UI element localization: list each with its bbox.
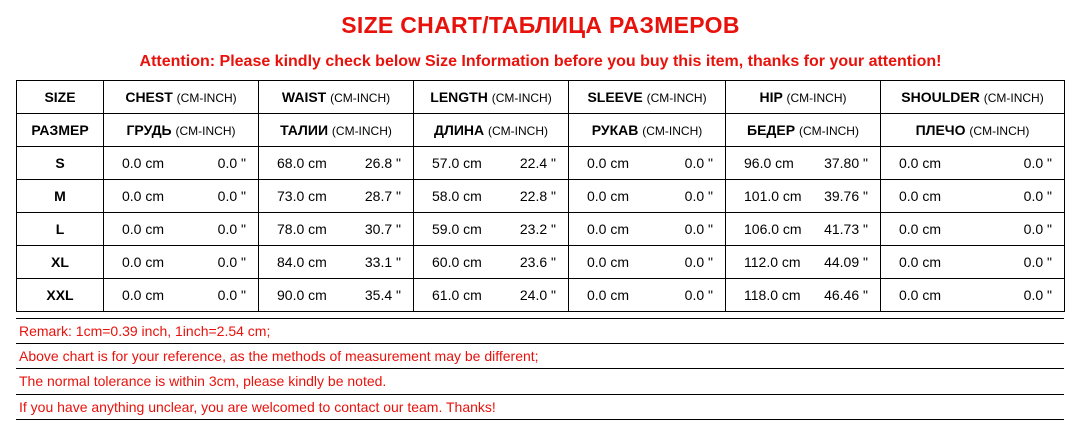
- header-cell: [259, 81, 414, 114]
- header-label: ПЛЕЧО: [915, 122, 966, 138]
- inch-value: 39.76 ": [824, 188, 868, 204]
- measurement-cell: [104, 246, 259, 279]
- header-unit: (CM-INCH): [969, 124, 1030, 138]
- header-unit: (CM-INCH): [176, 91, 237, 105]
- table-row: [17, 180, 1065, 213]
- measurement-cell: [569, 279, 726, 312]
- cm-value: 60.0 cm: [432, 254, 482, 270]
- size-cell: XXL: [17, 279, 104, 312]
- cm-value: 0.0 cm: [899, 221, 942, 237]
- note-line: Remark: 1cm=0.39 inch, 1inch=2.54 cm;: [16, 318, 1064, 344]
- header-cell: [569, 81, 726, 114]
- measurement-cell: [881, 180, 1065, 213]
- measurement-cell: [726, 147, 881, 180]
- header-cell: [17, 114, 104, 147]
- header-cell: [726, 81, 881, 114]
- measurement-cell: [726, 279, 881, 312]
- inch-value: 23.2 ": [519, 221, 556, 237]
- measurement-cell: [104, 213, 259, 246]
- cm-value: 84.0 cm: [277, 254, 327, 270]
- measurement-cell: [881, 246, 1065, 279]
- cm-value: 90.0 cm: [277, 287, 327, 303]
- inch-value: 0.0 ": [217, 188, 246, 204]
- header-label: РАЗМЕР: [31, 122, 89, 138]
- inch-value: 0.0 ": [684, 188, 713, 204]
- measurement-cell: [259, 246, 414, 279]
- header-cell: [104, 81, 259, 114]
- table-row: [17, 213, 1065, 246]
- cm-value: 0.0 cm: [122, 221, 165, 237]
- measurement-cell: [259, 213, 414, 246]
- header-cell: [104, 114, 259, 147]
- header-cell: [726, 114, 881, 147]
- measurement-cell: [259, 147, 414, 180]
- measurement-cell: [414, 213, 569, 246]
- inch-value: 22.4 ": [519, 155, 556, 171]
- header-label: LENGTH: [430, 89, 488, 105]
- note-line: If you have anything unclear, you are welcomed to contact our team. Thanks!: [16, 395, 1064, 421]
- header-unit: (CM-INCH): [330, 91, 391, 105]
- size-table: [16, 80, 1065, 312]
- measurement-cell: [726, 180, 881, 213]
- cm-value: 96.0 cm: [744, 155, 794, 171]
- header-label: WAIST: [281, 89, 327, 105]
- inch-value: 0.0 ": [217, 155, 246, 171]
- header-label: ТАЛИИ: [280, 122, 329, 138]
- header-unit: (CM-INCH): [488, 124, 548, 138]
- inch-value: 35.4 ": [364, 287, 401, 303]
- inch-value: 44.09 ": [824, 254, 868, 270]
- size-cell: M: [17, 180, 104, 213]
- measurement-cell: [881, 147, 1065, 180]
- measurement-cell: [259, 180, 414, 213]
- inch-value: 23.6 ": [519, 254, 556, 270]
- measurement-cell: [414, 246, 569, 279]
- cm-value: 0.0 cm: [899, 287, 942, 303]
- measurement-cell: [259, 279, 414, 312]
- cm-value: 0.0 cm: [587, 188, 630, 204]
- inch-value: 33.1 ": [364, 254, 401, 270]
- cm-value: 0.0 cm: [122, 155, 165, 171]
- inch-value: 0.0 ": [1023, 155, 1052, 171]
- header-unit: (CM-INCH): [646, 91, 707, 105]
- cm-value: 0.0 cm: [899, 188, 942, 204]
- measurement-cell: [414, 147, 569, 180]
- inch-value: 0.0 ": [1023, 287, 1052, 303]
- cm-value: 118.0 cm: [744, 287, 801, 303]
- measurement-cell: [414, 180, 569, 213]
- cm-value: 0.0 cm: [587, 221, 630, 237]
- cm-value: 73.0 cm: [277, 188, 327, 204]
- header-label: РУКАВ: [591, 122, 639, 138]
- cm-value: 78.0 cm: [277, 221, 327, 237]
- inch-value: 0.0 ": [1023, 254, 1052, 270]
- header-unit: (CM-INCH): [798, 124, 859, 138]
- cm-value: 0.0 cm: [587, 287, 630, 303]
- header-cell: [569, 114, 726, 147]
- size-cell: L: [17, 213, 104, 246]
- cm-value: 0.0 cm: [587, 155, 630, 171]
- cm-value: 112.0 cm: [744, 254, 801, 270]
- header-unit: (CM-INCH): [175, 124, 236, 138]
- notes-section: [16, 318, 1064, 420]
- inch-value: 0.0 ": [684, 287, 713, 303]
- inch-value: 0.0 ": [217, 254, 246, 270]
- header-unit: (CM-INCH): [642, 124, 703, 138]
- inch-value: 30.7 ": [364, 221, 401, 237]
- header-unit: (CM-INCH): [331, 124, 392, 138]
- header-cell: [881, 81, 1065, 114]
- header-label: ДЛИНА: [434, 122, 485, 138]
- inch-value: 0.0 ": [684, 221, 713, 237]
- header-cell: [259, 114, 414, 147]
- inch-value: 0.0 ": [684, 254, 713, 270]
- table-row: [17, 246, 1065, 279]
- attention-notice: Attention: Please kindly check below Size Information before you buy this item, thanks for your attention!: [139, 53, 942, 70]
- size-cell: S: [17, 147, 104, 180]
- header-row-en: [17, 81, 1065, 114]
- measurement-cell: [414, 279, 569, 312]
- header-label: SIZE: [44, 89, 76, 105]
- cm-value: 58.0 cm: [432, 188, 482, 204]
- measurement-cell: [104, 279, 259, 312]
- cm-value: 0.0 cm: [899, 254, 942, 270]
- inch-value: 24.0 ": [519, 287, 556, 303]
- cm-value: 57.0 cm: [432, 155, 482, 171]
- header-label: HIP: [759, 89, 783, 105]
- header-row-ru: [17, 114, 1065, 147]
- inch-value: 0.0 ": [217, 221, 246, 237]
- header-unit: (CM-INCH): [491, 91, 552, 105]
- inch-value: 28.7 ": [364, 188, 401, 204]
- measurement-cell: [569, 147, 726, 180]
- measurement-cell: [726, 246, 881, 279]
- inch-value: 26.8 ": [364, 155, 401, 171]
- measurement-cell: [104, 147, 259, 180]
- page-title: SIZE CHART/ТАБЛИЦА РАЗМЕРОВ: [341, 12, 740, 38]
- cm-value: 68.0 cm: [277, 155, 327, 171]
- inch-value: 46.46 ": [824, 287, 868, 303]
- measurement-cell: [569, 213, 726, 246]
- measurement-cell: [569, 246, 726, 279]
- header-label: БЕДЕР: [747, 122, 796, 138]
- measurement-cell: [104, 180, 259, 213]
- note-line: Above chart is for your reference, as the methods of measurement may be different;: [16, 344, 1064, 370]
- cm-value: 0.0 cm: [122, 287, 165, 303]
- cm-value: 0.0 cm: [587, 254, 630, 270]
- header-unit: (CM-INCH): [983, 91, 1044, 105]
- size-cell: XL: [17, 246, 104, 279]
- header-label: SHOULDER: [901, 89, 980, 105]
- inch-value: 41.73 ": [824, 221, 868, 237]
- note-line: The normal tolerance is within 3cm, please kindly be noted.: [16, 369, 1064, 395]
- cm-value: 106.0 cm: [744, 221, 802, 237]
- measurement-cell: [726, 213, 881, 246]
- inch-value: 22.8 ": [519, 188, 556, 204]
- measurement-cell: [569, 180, 726, 213]
- cm-value: 0.0 cm: [899, 155, 942, 171]
- inch-value: 37.80 ": [824, 155, 868, 171]
- inch-value: 0.0 ": [684, 155, 713, 171]
- cm-value: 0.0 cm: [122, 188, 165, 204]
- header-cell: [414, 81, 569, 114]
- header-label: SLEEVE: [587, 89, 643, 105]
- table-row: [17, 147, 1065, 180]
- header-cell: [881, 114, 1065, 147]
- cm-value: 101.0 cm: [744, 188, 802, 204]
- cm-value: 59.0 cm: [432, 221, 482, 237]
- header-cell: [17, 81, 104, 114]
- inch-value: 0.0 ": [217, 287, 246, 303]
- inch-value: 0.0 ": [1023, 221, 1052, 237]
- header-cell: [414, 114, 569, 147]
- header-label: ГРУДЬ: [126, 122, 172, 138]
- header-label: CHEST: [125, 89, 173, 105]
- cm-value: 61.0 cm: [432, 287, 482, 303]
- cm-value: 0.0 cm: [122, 254, 165, 270]
- inch-value: 0.0 ": [1023, 188, 1052, 204]
- measurement-cell: [881, 213, 1065, 246]
- measurement-cell: [881, 279, 1065, 312]
- header-unit: (CM-INCH): [786, 91, 847, 105]
- table-row: [17, 279, 1065, 312]
